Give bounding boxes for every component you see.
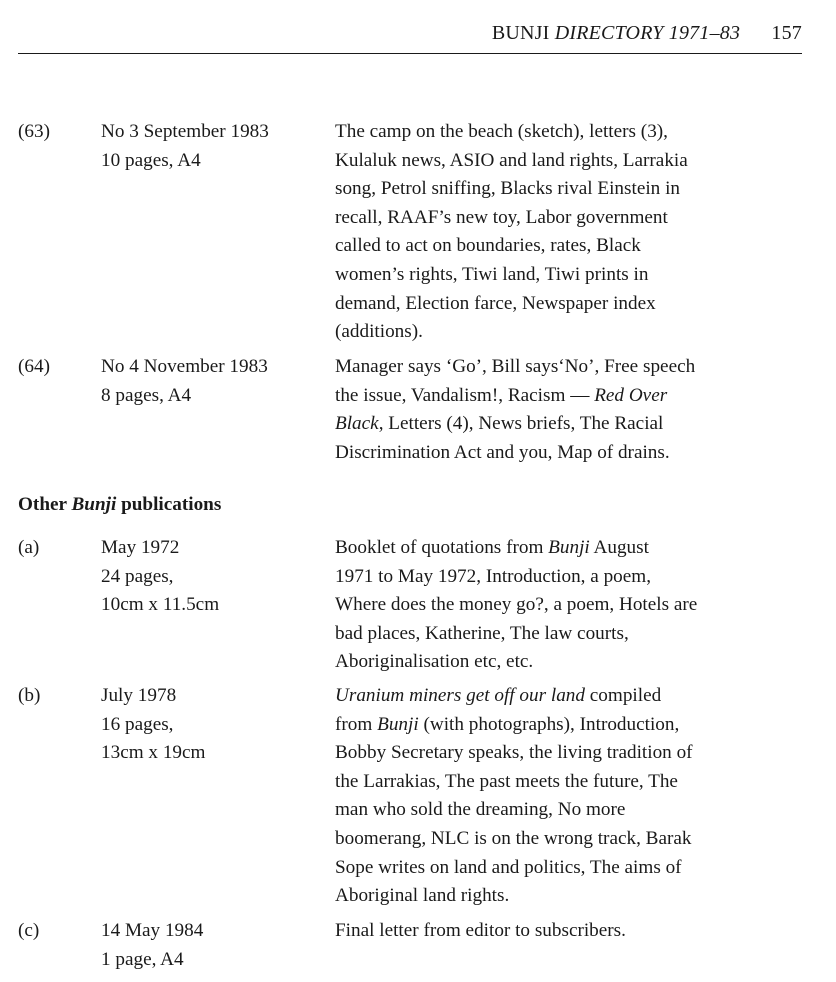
entry-date: May 1972: [101, 537, 180, 558]
entry-number: (b): [18, 685, 41, 706]
entry-pages: 24 pages,: [101, 565, 174, 587]
description-line: [335, 711, 787, 740]
entry-date: 14 May 1984: [101, 920, 204, 941]
description-line: Kulaluk news, ASIO and land rights, Larrakia: [335, 149, 688, 171]
entry-issue: No 3 September 1983: [101, 121, 269, 142]
heading-text: Other: [18, 494, 72, 515]
running-head-subtitle: DIRECTORY 1971–83: [554, 22, 741, 44]
description-line: man who sold the dreaming, No more: [335, 799, 626, 821]
entry-meta: [101, 682, 326, 768]
entry-description: [335, 682, 787, 911]
description-line: [335, 382, 787, 411]
description-italic-text: Bunji: [548, 537, 590, 558]
description-line: Aboriginal land rights.: [335, 885, 510, 907]
entry-number: (c): [18, 920, 40, 941]
entry-meta: [101, 917, 326, 974]
description-italic-text: Black: [335, 413, 379, 435]
page-number: 157: [771, 22, 802, 44]
description-line: demand, Election farce, Newspaper index: [335, 292, 656, 314]
entry-number: (63): [18, 121, 50, 142]
description-line: The camp on the beach (sketch), letters (3),: [335, 121, 668, 142]
description-text: from: [335, 713, 378, 735]
description-line: Final letter from editor to subscribers.: [335, 920, 626, 941]
description-line: [335, 682, 787, 711]
description-line: boomerang, NLC is on the wrong track, Barak: [335, 827, 692, 849]
description-line: recall, RAAF’s new toy, Labor government: [335, 206, 668, 228]
description-line: Aboriginalisation etc, etc.: [335, 651, 534, 673]
description-italic-text: Uranium miners get off our land: [335, 685, 585, 706]
entry-size: 13cm x 19cm: [101, 742, 206, 764]
entry-format: 10 pages, A4: [101, 149, 201, 171]
header-rule: [18, 53, 802, 54]
entry-issue: No 4 November 1983: [101, 356, 268, 377]
description-line: the Larrakias, The past meets the future, The: [335, 770, 678, 792]
description-italic-text: Red Over: [594, 384, 668, 406]
entry-number: (a): [18, 537, 40, 558]
heading-italic-text: Bunji: [71, 494, 117, 515]
description-line: 1971 to May 1972, Introduction, a poem,: [335, 565, 652, 587]
description-line: [335, 410, 787, 439]
description-line: song, Petrol sniffing, Blacks rival Einstein in: [335, 178, 680, 200]
description-italic-text: Bunji: [377, 713, 419, 735]
description-text: the issue, Vandalism!, Racism —: [335, 384, 595, 406]
description-line: women’s rights, Tiwi land, Tiwi prints in: [335, 263, 649, 285]
description-text: (with photographs), Introduction,: [418, 713, 680, 735]
description-text: , Letters (4), News briefs, The Racial: [378, 413, 664, 435]
entry-number: (64): [18, 356, 50, 377]
description-line: bad places, Katherine, The law courts,: [335, 622, 629, 644]
description-line: Where does the money go?, a poem, Hotels are: [335, 594, 698, 616]
description-line: Manager says ‘Go’, Bill says‘No’, Free speech: [335, 356, 696, 377]
description-line: Sope writes on land and politics, The aims of: [335, 856, 682, 878]
entry-description: [335, 118, 787, 347]
heading-text: publications: [116, 494, 222, 515]
description-line: Bobby Secretary speaks, the living tradition of: [335, 742, 693, 764]
description-line: [335, 534, 787, 563]
description-line: called to act on boundaries, rates, Black: [335, 235, 641, 257]
running-head: [492, 22, 802, 45]
entry-description: [335, 534, 787, 677]
entry-pages: 16 pages,: [101, 713, 174, 735]
entry-meta: [101, 118, 326, 175]
description-line: (additions).: [335, 321, 423, 343]
section-heading: [18, 494, 221, 516]
description-text: August: [589, 537, 649, 558]
entry-date: July 1978: [101, 685, 177, 706]
entry-format: 8 pages, A4: [101, 384, 192, 406]
description-text: compiled: [584, 685, 662, 706]
entry-description: [335, 353, 787, 467]
entry-description: [335, 917, 787, 946]
description-text: Booklet of quotations from: [335, 537, 549, 558]
running-head-title: BUNJI: [491, 22, 550, 44]
entry-meta: [101, 353, 326, 410]
description-line: Discrimination Act and you, Map of drains.: [335, 441, 670, 463]
entry-size: 10cm x 11.5cm: [101, 594, 220, 616]
entry-format: 1 page, A4: [101, 948, 184, 970]
entry-meta: [101, 534, 326, 620]
